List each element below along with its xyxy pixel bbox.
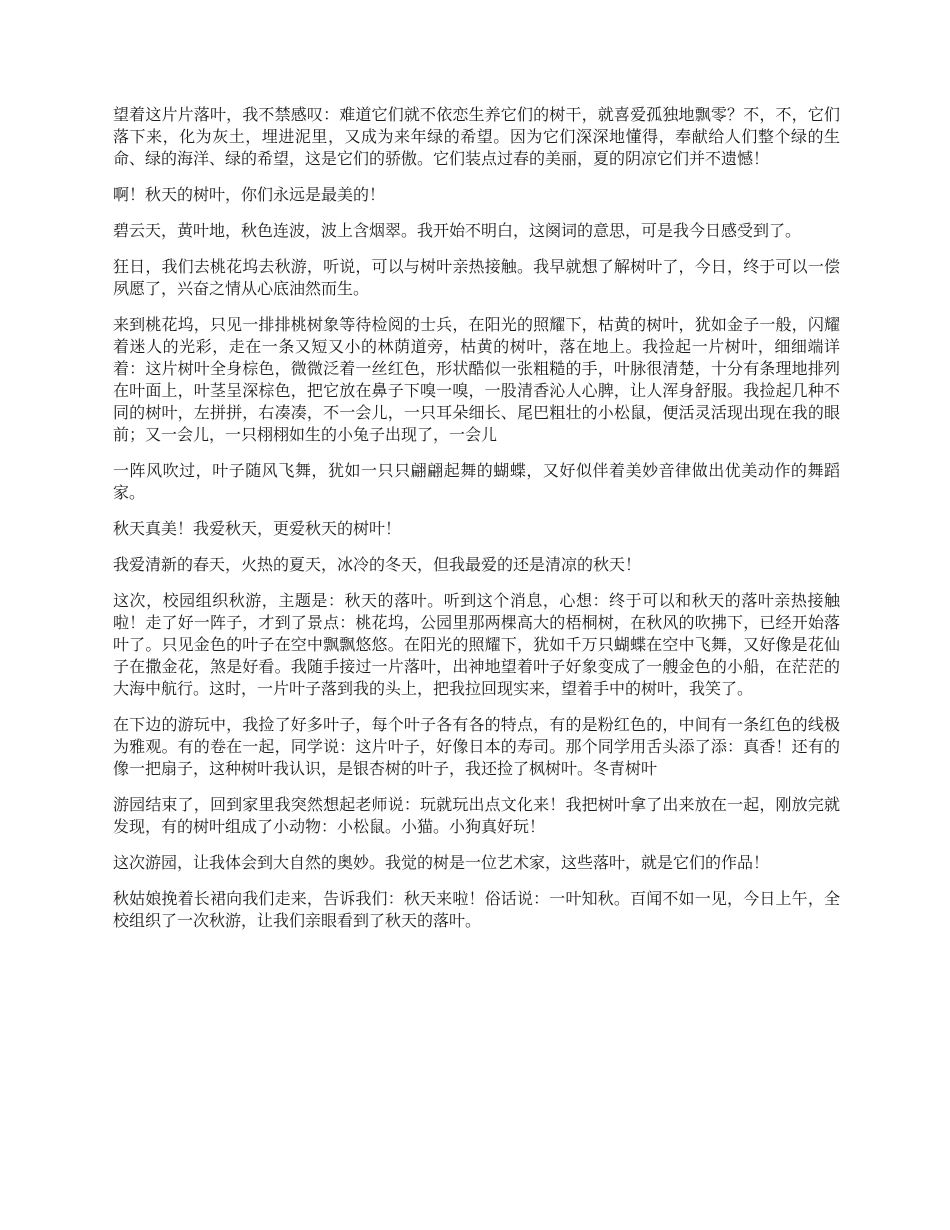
paragraph: 来到桃花坞，只见一排排桃树象等待检阅的士兵，在阳光的照耀下，枯黄的树叶，犹如金子一般，闪耀着迷人的光彩，走在一条又短又小的林荫道旁，枯黄的树叶，落在地上。我捡起一片树叶，细细端详着：这片树叶全身棕色，微微泛着一丝红色，形状酷似一张粗糙的手，叶脉很清楚，十分有条理地排列在叶面上，叶茎呈深棕色，把它放在鼻子下嗅一嗅，一股清香沁人心脾，让人浑身舒服。我捡起几种不同的树叶，左拼拼，右凑凑，不一会儿，一只耳朵细长、尾巴粗壮的小松鼠，便活灵活现出现在我的眼前；又一会儿，一只栩栩如生的小兔子出现了，一会儿 <box>113 315 840 444</box>
paragraph: 这次，校园组织秋游，主题是：秋天的落叶。听到这个消息，心想：终于可以和秋天的落叶亲热接触啦！走了好一阵子，才到了景点：桃花坞，公园里那两棵高大的梧桐树，在秋风的吹拂下，已经开始落叶了。只见金色的叶子在空中飘飘悠悠。在阳光的照耀下，犹如千万只蝴蝶在空中飞舞，又好像是花仙子在撒金花，煞是好看。我随手接过一片落叶，出神地望着叶子好象变成了一艘金色的小船，在茫茫的大海中航行。这时，一片叶子落到我的头上，把我拉回现实来，望着手中的树叶，我笑了。 <box>113 591 840 698</box>
paragraph: 秋天真美！我爱秋天，更爱秋天的树叶！ <box>113 519 402 538</box>
paragraph: 碧云天，黄叶地，秋色连波，波上含烟翠。我开始不明白，这阕词的意思，可是我今日感受到了。 <box>113 221 802 240</box>
paragraph: 游园结束了，回到家里我突然想起老师说：玩就玩出点文化来！我把树叶拿了出来放在一起，刚放完就发现，有的树叶组成了小动物：小松鼠。小猫。小狗真好玩！ <box>113 795 840 836</box>
paragraph: 秋姑娘挽着长裙向我们走来，告诉我们：秋天来啦！俗话说：一叶知秋。百闻不如一见，今日上午，全校组织了一次秋游，让我们亲眼看到了秋天的落叶。 <box>113 889 840 930</box>
paragraph: 一阵风吹过，叶子随风飞舞，犹如一只只翩翩起舞的蝴蝶，又好似伴着美妙音律做出优美动作的舞蹈家。 <box>113 461 840 502</box>
paragraph: 啊！秋天的树叶，你们永远是最美的！ <box>113 185 386 204</box>
paragraph: 这次游园，让我体会到大自然的奥妙。我觉的树是一位艺术家，这些落叶，就是它们的作品！ <box>113 853 770 872</box>
document-page <box>113 104 840 946</box>
paragraph: 狂日，我们去桃花坞去秋游，听说，可以与树叶亲热接触。我早就想了解树叶了，今日，终于可以一偿夙愿了，兴奋之情从心底油然而生。 <box>113 257 840 298</box>
paragraph: 在下边的游玩中，我捡了好多叶子，每个叶子各有各的特点，有的是粉红色的，中间有一条红色的线极为雅观。有的卷在一起，同学说：这片叶子，好像日本的寿司。那个同学用舌头添了添：真香！还有的像一把扇子，这种树叶我认识，是银杏树的叶子，我还捡了枫树叶。冬青树叶 <box>113 715 840 778</box>
paragraph: 望着这片片落叶，我不禁感叹：难道它们就不依恋生养它们的树干，就喜爱孤独地飘零？不，不，它们落下来，化为灰土，埋进泥里，又成为来年绿的希望。因为它们深深地懂得，奉献给人们整个绿的生命、绿的海洋、绿的希望，这是它们的骄傲。它们装点过春的美丽，夏的阴凉它们并不遗憾！ <box>113 105 840 168</box>
paragraph: 我爱清新的春天，火热的夏天，冰冷的冬天，但我最爱的还是清凉的秋天！ <box>113 555 642 574</box>
